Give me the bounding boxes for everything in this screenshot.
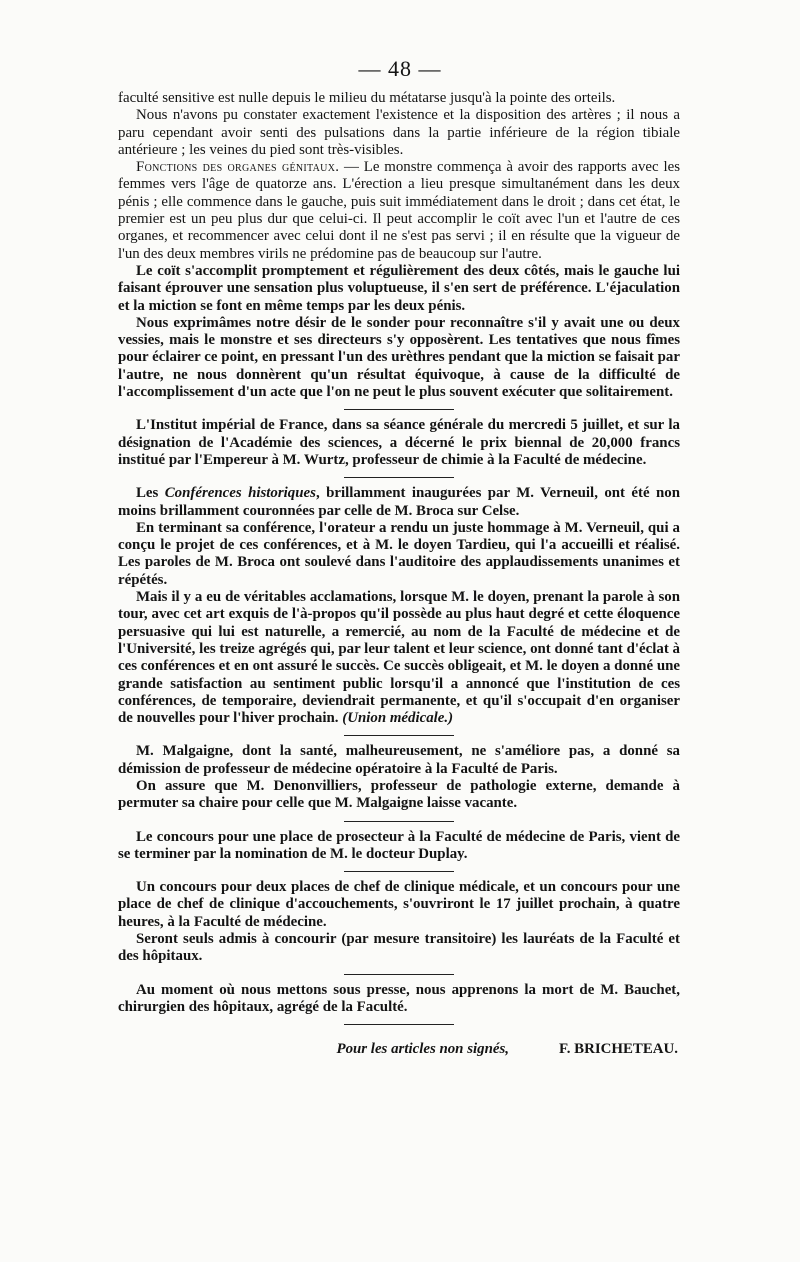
separator-rule	[344, 974, 454, 975]
paragraph: On assure que M. Denonvilliers, professeur de pathologie externe, demande à permuter sa chaire pour celle que M. Malgaigne laisse vacante.	[118, 777, 680, 812]
signature-note: Pour les articles non signés,	[336, 1041, 509, 1058]
paragraph: Un concours pour deux places de chef de clinique médicale, et un concours pour une place de chef de clinique d'accouchements, s'ouvriront le 17 juillet prochain, à quatre heures, à la Faculté de médecine.	[118, 879, 680, 930]
paragraph	[118, 159, 680, 263]
separator-rule	[344, 821, 454, 822]
separator-rule	[344, 477, 454, 478]
paragraph: En terminant sa conférence, l'orateur a rendu un juste hommage à M. Verneuil, qui a conçu le projet de ces conférences, et à M. le doyen Tardieu, qui l'a accueilli et réalisé. Les paroles de M. Broca ont soulevé dans l'auditoire des applaudissements unanimes et répétés.	[118, 519, 680, 588]
paragraph: faculté sensitive est nulle depuis le milieu du métatarse jusqu'à la pointe des orteils.	[118, 90, 616, 106]
separator-rule	[344, 409, 454, 410]
separator-rule	[344, 871, 454, 872]
separator-rule	[344, 1024, 454, 1025]
source-citation: (Union médicale.)	[342, 710, 454, 727]
text-column	[118, 90, 680, 1059]
italic-title: Conférences historiques	[164, 485, 316, 502]
paragraph: M. Malgaigne, dont la santé, malheureusement, ne s'améliore pas, a donné sa démission de professeur de médecine opératoire à la Faculté de Paris.	[118, 743, 680, 777]
paragraph: Le concours pour une place de prosecteur à la Faculté de médecine de Paris, vient de se terminer par la nomination de M. le docteur Duplay.	[118, 828, 680, 862]
separator-rule	[344, 735, 454, 736]
paragraph: Au moment où nous mettons sous presse, nous apprenons la mort de M. Bauchet, chirurgien des hôpitaux, agrégé de la Faculté.	[118, 981, 680, 1015]
section-heading: Fonctions des organes génitaux.	[136, 159, 340, 176]
paragraph: Les Conférences historiques, brillamment inaugurées par M. Verneuil, ont été non moins brillamment couronnées par celle de M. Broca sur Celse.	[118, 485, 680, 519]
signature-line	[118, 1041, 680, 1058]
page-number: — 48 —	[358, 56, 442, 81]
paragraph: Nous n'avons pu constater exactement l'existence et la disposition des artères ; il nous a paru cependant avoir senti des pulsations dans la partie inférieure de la région tibiale antérieure ; les veines du pied sont très-visibles.	[118, 107, 680, 158]
paragraph: Seront seuls admis à concourir (par mesure transitoire) les lauréats de la Faculté et des hôpitaux.	[118, 931, 680, 965]
paragraph: L'Institut impérial de France, dans sa séance générale du mercredi 5 juillet, et sur la désignation de l'Académie des sciences, a décerné le prix biennal de 20,000 francs institué par l'Empereur à M. Wurtz, professeur de chimie à la Faculté de médecine.	[118, 417, 680, 468]
paragraph: Nous exprimâmes notre désir de le sonder pour reconnaître s'il y avait une ou deux vessies, mais le monstre et ses directeurs s'y opposèrent. Les tentatives que nous fîmes pour éclairer ce point, en pressant l'un des urèthres pendant que la miction se faisait par l'autre, ne nous donnèrent qu'un résultat équivoque, à cause de la difficulté de l'accomplissement d'un acte que l'on ne peut le plus souvent exécuter que solitairement.	[118, 314, 680, 401]
signature-name: F. BRICHETEAU.	[558, 1041, 678, 1058]
paragraph-text: — Le monstre commença à avoir des rapports avec les femmes vers l'âge de quatorze ans. L'érection a lieu presque simultanément dans les deux pénis ; elle commence dans le gauche, puis suit immédiatement dans le droit ; dans cet état, le premier est un peu plus dur que celui-ci. Il peut accomplir le coït avec l'un et l'autre de ces organes, et recommencer avec celui dont il ne s'est pas servi ; il en résulte que la vigueur de l'un des deux membres virils ne prédomine pas de beaucoup sur l'autre.	[118, 159, 680, 262]
paragraph: Le coït s'accomplit promptement et régulièrement des deux côtés, mais le gauche lui faisant éprouver une sensation plus voluptueuse, il s'en sert de préférence. L'éjaculation et la miction se font en même temps par les deux pénis.	[118, 262, 680, 314]
paragraph: Mais il y a eu de véritables acclamations, lorsque M. le doyen, prenant la parole à son tour, avec cet art exquis de l'à-propos qu'il possède au plus haut degré et cette éloquence persuasive qui lui est naturelle, a remercié, au nom de la Faculté de médecine et de l'Université, les treize agrégés qui, par leur talent et leur science, ont donné tant d'éclat à ces conférences et en ont assuré le succès. Ce succès obligeait, et M. le doyen a donné une grande satisfaction au sentiment public lorsqu'il a annoncé que l'institution de ces conférences, de temporaire, deviendrait permanente, et qu'il s'occupait d'en organiser de nouvelles pour l'hiver prochain. (Union médicale.)	[118, 589, 680, 727]
